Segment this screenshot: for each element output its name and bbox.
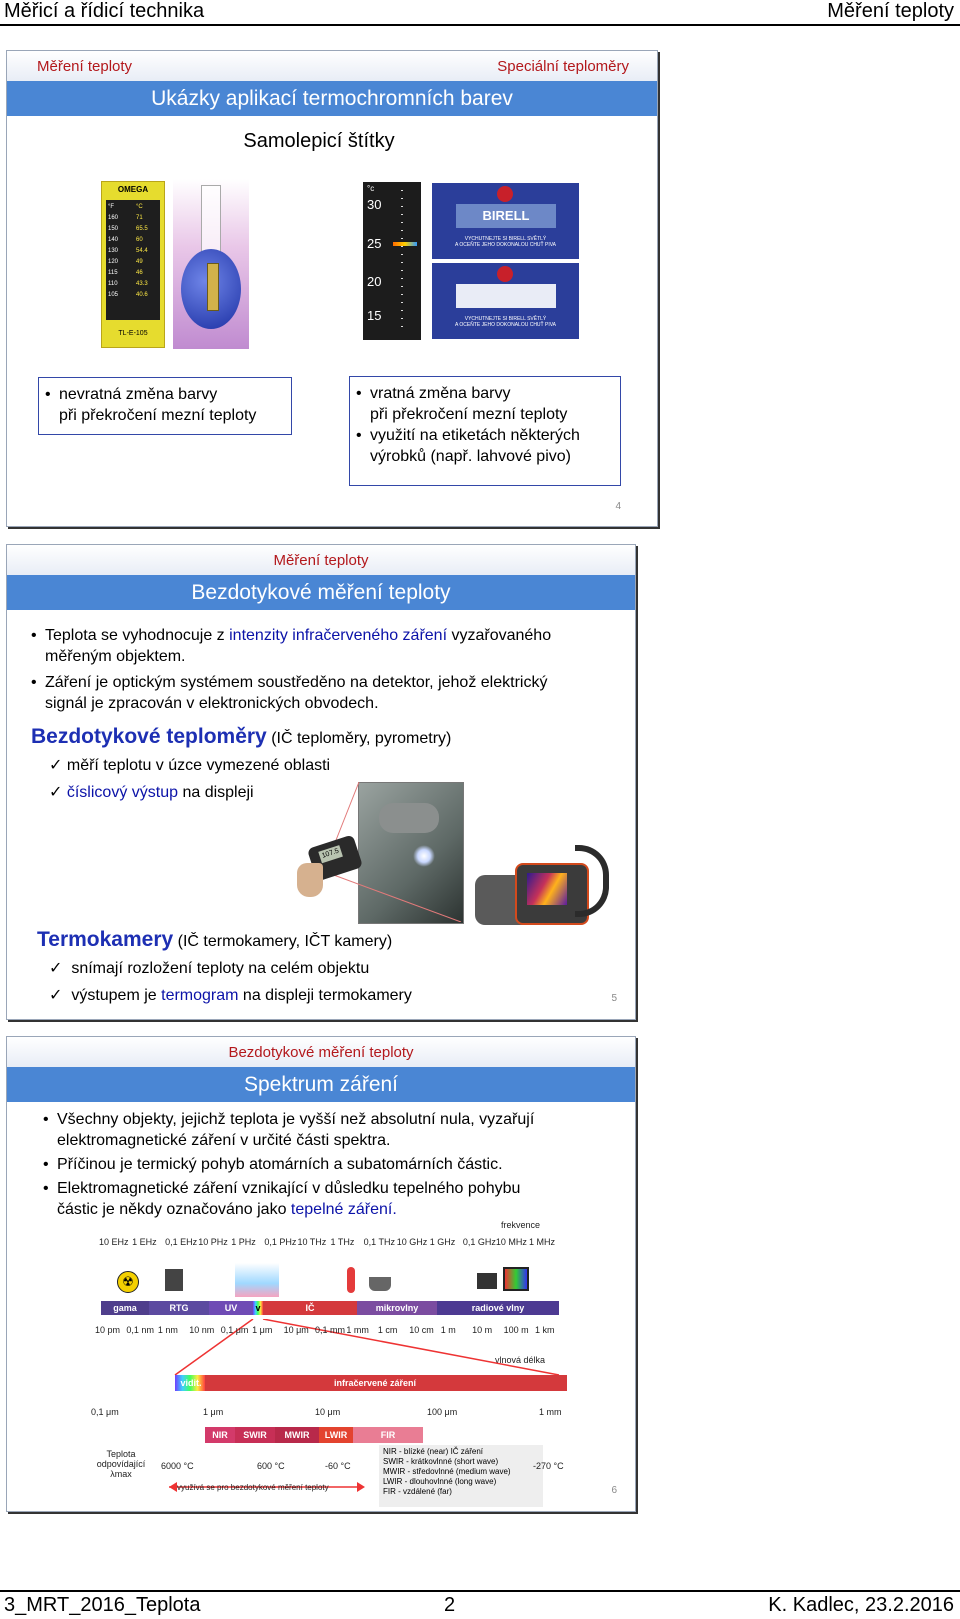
band-radio: radiové vlny <box>471 1303 525 1313</box>
thermo-30: 30 <box>367 197 382 212</box>
axis-tick-label: 10 GHz <box>396 1237 428 1247</box>
camera-screen <box>527 873 567 905</box>
page-number: 2 <box>444 1594 456 1616</box>
temp-minus270: -270 °C <box>533 1461 564 1471</box>
wavelength-axis-label: vlnová délka <box>495 1355 546 1365</box>
heading-thermal-cameras: Termokamery (IČ termokamery, IČT kamery) <box>37 928 393 951</box>
axis-tick-label: 1 μm <box>203 1407 224 1417</box>
flask-photo <box>173 179 249 349</box>
axis-tick-label: 1 GHz <box>429 1237 456 1247</box>
axis-tick-label: 10 cm <box>409 1325 434 1335</box>
camera-strap <box>575 845 609 917</box>
slide-number: 5 <box>611 993 617 1004</box>
axis-tick-label: 1 μm <box>252 1325 273 1335</box>
temp-6000: 6000 °C <box>161 1461 194 1471</box>
bullet-cause: • Příčinou je termický pohyb atomárních a subatomárních částic. <box>43 1156 503 1173</box>
spectrum-icons <box>107 1259 557 1299</box>
strip-fahrenheit: °F 160 150 140 130 120 115 110 105 <box>108 204 119 298</box>
thermo-20: 20 <box>367 274 382 289</box>
temperature-axis-label: Teplota odpovídající λmax <box>96 1449 146 1479</box>
axis-tick-label: 10 EHz <box>99 1237 129 1247</box>
cup-icon <box>369 1277 391 1291</box>
beer-text: VYCHUTNEJTE SI BIRELL SVĚTLÝ A OCEŇTE JEHO DOKONALOU CHUŤ PIVA <box>454 236 557 248</box>
visible-label: vidit. <box>180 1378 202 1388</box>
beer-label-cold <box>432 263 579 339</box>
check-icon: ✓ <box>49 757 67 774</box>
spectrum-band-bar <box>101 1301 559 1315</box>
axis-tick-label: 0,1 μm <box>220 1325 249 1335</box>
box-left-line-2: při překročení mezní teploty <box>59 407 257 424</box>
thermometer-icon <box>347 1267 355 1293</box>
bullet-thermal-radiation: • Elektromagnetické záření vznikající v důsledku tepelného pohybu částic je někdy označováno jako tepelné záření. <box>43 1180 521 1218</box>
axis-tick-label: 1 THz <box>330 1237 355 1247</box>
thermal-camera <box>475 845 609 925</box>
reversible-box: • vratná změna barvy při překročení mezní teploty • využití na etiketách některých výrobků (např. lahvové pivo) <box>349 376 621 486</box>
check-thermogram: ✓ výstupem je termogram na displeji termokamery <box>49 987 412 1004</box>
axis-tick-label: 1 mm <box>346 1325 369 1335</box>
radio-icon <box>477 1273 497 1289</box>
infrared-label: infračervené záření <box>333 1378 417 1388</box>
check-icon: ✓ <box>49 987 67 1004</box>
strip-brand: OMEGA <box>117 185 149 194</box>
axis-tick-label: 10 THz <box>297 1237 327 1247</box>
axis-tick-label: 10 μm <box>283 1325 309 1335</box>
check-icon: ✓ <box>49 960 67 977</box>
prism-icon <box>235 1263 279 1297</box>
tv-icon <box>503 1267 529 1291</box>
beer-logo <box>497 186 513 202</box>
omega-label-strip <box>101 181 165 348</box>
irreversible-box: nevratná změna barvy při překročení mezní teploty • <box>38 377 292 435</box>
box-right-line-4: výrobků (např. lahvové pivo) <box>370 448 571 465</box>
slide-subtitle: Samolepicí štítky <box>243 130 395 152</box>
axis-tick-label: 0,1 THz <box>363 1237 395 1247</box>
thermo-unit: °c <box>367 184 375 193</box>
axis-tick-label: 10 PHz <box>198 1237 228 1247</box>
subband-swir: SWIR <box>243 1430 267 1440</box>
ir-zoom-bar <box>175 1375 567 1391</box>
slide-section: Bezdotykové měření teploty <box>228 1044 414 1061</box>
slide-5 <box>6 544 636 1020</box>
axis-tick-label: 1 MHz <box>529 1237 556 1247</box>
axis-tick-label: 1 mm <box>539 1407 562 1417</box>
xray-icon <box>165 1269 183 1291</box>
axis-tick-label: 0,1 mm <box>315 1325 346 1335</box>
chapter-title: Měření teploty <box>827 0 954 22</box>
flask-label <box>207 263 219 311</box>
temp-minus60: -60 °C <box>325 1461 351 1471</box>
band-gamma: gama <box>113 1303 137 1313</box>
axis-tick-label: 10 m <box>472 1325 493 1335</box>
thermo-25: 25 <box>367 236 382 251</box>
check-narrow-area: ✓ měří teplotu v úzce vymezené oblasti <box>49 757 331 774</box>
axis-tick-label: 1 EHz <box>132 1237 157 1247</box>
thermo-ticks <box>401 190 403 330</box>
subband-mwir: MWIR <box>284 1430 310 1440</box>
author-date: K. Kadlec, 23.2.2016 <box>768 1594 954 1616</box>
thermo-indicator <box>393 242 417 246</box>
subband-legend: NIR - blízké (near) IČ záření SWIR - krátkovlnné (short wave) MWIR - středovlnné (medium wave) LWIR - dlouhovlnné (long wave) FIR - vzdálené (far) <box>379 1445 543 1507</box>
thermometer-strip <box>363 182 421 340</box>
slide-6 <box>6 1036 636 1512</box>
heading-pyrometers: Bezdotykové teploměry (IČ teploměry, pyrometry) <box>31 725 452 748</box>
box-right-line-2: při překročení mezní teploty <box>370 406 568 423</box>
slide-title: Bezdotykové měření teploty <box>7 575 635 610</box>
axis-tick-label: 10 nm <box>189 1325 215 1335</box>
slide-section: Měření teploty <box>37 58 133 75</box>
frequency-axis-label: frekvence <box>501 1220 541 1230</box>
axis-tick-label: 0,1 μm <box>91 1407 119 1417</box>
band-infrared: IČ <box>305 1303 315 1313</box>
axis-tick-label: 0,1 nm <box>126 1325 154 1335</box>
strip-celsius: °C 71 65.5 60 54.4 49 46 43.3 40.6 <box>136 204 148 298</box>
axis-tick-label: 0,1 PHz <box>264 1237 297 1247</box>
hand <box>297 863 323 897</box>
beer-label-warm <box>432 183 579 259</box>
axis-tick-label: 1 PHz <box>231 1237 256 1247</box>
axis-tick-label: 0,1 EHz <box>165 1237 198 1247</box>
beer-brand: BIRELL <box>456 204 556 228</box>
slide-category: Speciální teploměry <box>497 58 629 75</box>
subband-nir: NIR <box>212 1430 228 1440</box>
file-name: 3_MRT_2016_Teplota <box>4 1594 201 1616</box>
axis-tick-label: 1 m <box>440 1325 456 1335</box>
bullet-ir-intensity: • Teplota se vyhodnocuje z intenzity infračerveného záření vyzařovaného měřeným objektem. <box>31 627 552 665</box>
box-left-line-1: nevratná změna barvy <box>59 386 218 403</box>
subband-lwir: LWIR <box>324 1430 348 1440</box>
slide-number: 4 <box>615 501 621 512</box>
axis-tick-label: 1 cm <box>377 1325 398 1335</box>
axis-tick-label: 1 nm <box>157 1325 178 1335</box>
check-distribution: ✓ snímají rozložení teploty na celém objektu <box>49 960 370 977</box>
subband-fir: FIR <box>380 1430 396 1440</box>
course-title: Měřicí a řídicí technika <box>4 0 205 22</box>
axis-tick-label: 100 m <box>503 1325 529 1335</box>
check-digital-output: ✓ číslicový výstup na displeji <box>49 784 254 801</box>
beer-logo <box>497 266 513 282</box>
page-header <box>0 0 960 26</box>
box-right-line-1: vratná změna barvy <box>370 385 511 402</box>
bullet-detector: • Záření je optickým systémem soustředěno na detektor, jehož elektrický signál je zpracován v elektronických obvodech. <box>31 674 548 712</box>
slide-title: Spektrum záření <box>7 1067 635 1102</box>
band-uv: UV <box>224 1303 238 1313</box>
temp-600: 600 °C <box>257 1461 285 1471</box>
bullet-all-objects: • Všechny objekty, jejichž teplota je vyšší než absolutní nula, vyzařují elektromagnetické záření v určité části spektra. <box>43 1111 535 1149</box>
axis-tick-label: 10 MHz <box>495 1237 527 1247</box>
box-right-line-3: využití na etiketách některých <box>370 427 580 444</box>
axis-tick-label: 100 μm <box>427 1407 458 1417</box>
beer-brand-hidden <box>456 284 556 308</box>
radiation-icon: ☢ <box>117 1271 139 1293</box>
footer-rule <box>0 1590 960 1592</box>
slide-title: Ukázky aplikací termochromních barev <box>7 81 657 116</box>
axis-tick-label: 1 km <box>535 1325 555 1335</box>
slide-section: Měření teploty <box>273 552 369 569</box>
axis-tick-label: 0,1 GHz <box>462 1237 496 1247</box>
beer-text: VYCHUTNEJTE SI BIRELL SVĚTLÝ A OCEŇTE JEHO DOKONALOU CHUŤ PIVA <box>454 316 557 328</box>
slide-4 <box>6 50 658 527</box>
axis-tick-label: 10 μm <box>315 1407 341 1417</box>
band-xray: RTG <box>169 1303 189 1313</box>
measurement-note: využívá se pro bezdotykové měření teploty <box>177 1483 329 1492</box>
handheld-pyrometer <box>293 837 363 897</box>
slide-number: 6 <box>611 1485 617 1496</box>
pyrometer-display: 107.5 <box>318 845 343 863</box>
strip-code: TL-E-105 <box>118 330 148 337</box>
thermo-15: 15 <box>367 308 382 323</box>
band-visible: v <box>255 1303 261 1313</box>
check-icon: ✓ <box>49 784 67 801</box>
header-rule <box>0 24 960 26</box>
ir-subbands <box>205 1427 425 1443</box>
band-microwave: mikrovlny <box>375 1303 419 1313</box>
flask-neck <box>201 185 221 257</box>
axis-tick-label: 10 pm <box>95 1325 121 1335</box>
